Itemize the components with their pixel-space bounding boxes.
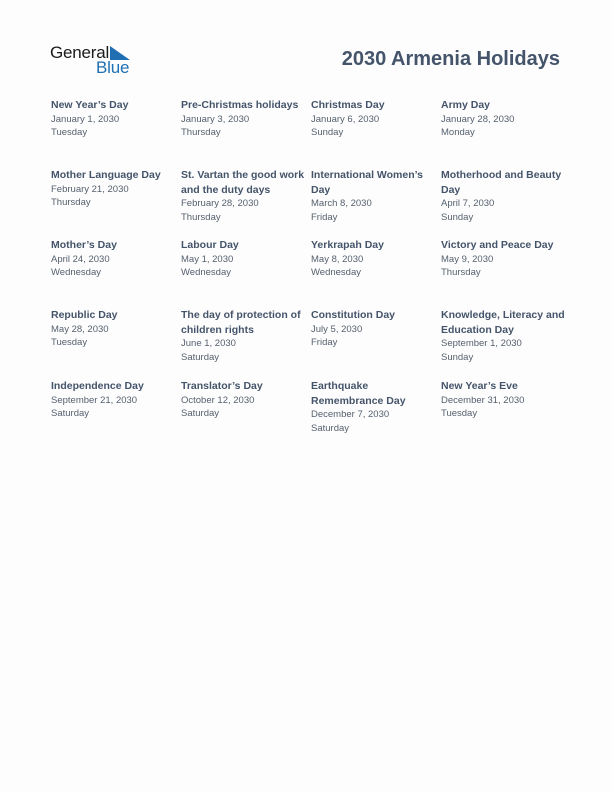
holiday-date: May 28, 2030 [51,323,109,335]
holiday-row [51,98,571,168]
holiday-date: October 12, 2030 [181,394,255,406]
holiday-item [311,379,441,449]
holiday-weekday: Monday [441,127,475,139]
holiday-date: April 7, 2030 [441,198,495,209]
holiday-name: Earthquake Remembrance Day [311,380,406,407]
holiday-date: March 8, 2030 [311,198,372,209]
holiday-date: December 31, 2030 [441,394,525,406]
holiday-name: The day of protection of children rights [181,309,301,336]
holiday-weekday: Saturday [311,422,350,434]
holiday-item [51,98,181,168]
holiday-weekday: Tuesday [51,127,88,139]
holiday-name: Victory and Peace Day [441,239,554,251]
logo-word-general: General [50,43,110,62]
holiday-name: International Women’s Day [311,169,424,196]
holiday-date: July 5, 2030 [311,323,363,335]
holiday-name: Pre-Christmas holidays [181,99,299,111]
holiday-name: Republic Day [51,309,118,321]
holiday-date: September 21, 2030 [51,394,138,406]
holiday-weekday: Saturday [181,408,220,420]
holiday-item [441,238,571,308]
holiday-name: St. Vartan the good work and the duty days [181,169,305,196]
holiday-grid [51,98,571,449]
holiday-name: Yerkrapah Day [311,239,384,251]
holiday-weekday: Sunday [441,211,474,223]
holiday-item [181,379,311,449]
holiday-item [441,379,571,449]
holiday-date: January 28, 2030 [441,113,515,125]
holiday-date: June 1, 2030 [181,338,236,349]
holiday-weekday: Friday [311,337,338,349]
holiday-weekday: Sunday [441,351,474,363]
holiday-weekday: Wednesday [311,267,361,279]
holiday-item [441,98,571,168]
holiday-name: Mother’s Day [51,239,117,251]
holiday-item [311,98,441,168]
holiday-date: April 24, 2030 [51,253,110,265]
holiday-item [311,168,441,238]
holiday-item [311,238,441,308]
holiday-weekday: Thursday [181,211,221,223]
holiday-row [51,379,571,449]
holiday-item [441,168,571,238]
holiday-date: September 1, 2030 [441,338,522,349]
holiday-item [51,308,181,379]
holiday-name: Translator’s Day [181,380,263,392]
holiday-weekday: Thursday [181,127,221,139]
holiday-date: January 6, 2030 [311,113,380,125]
holiday-weekday: Saturday [181,351,220,363]
holiday-row [51,308,571,379]
holiday-weekday: Sunday [311,127,344,139]
holiday-name: Independence Day [51,380,144,392]
logo-word-blue: Blue [96,58,130,77]
holiday-date: May 1, 2030 [181,253,234,265]
holiday-weekday: Thursday [441,267,481,279]
page-title: 2030 Armenia Holidays [341,48,560,70]
holiday-weekday: Thursday [51,197,91,209]
holiday-item [181,238,311,308]
holiday-name: Knowledge, Literacy and Education Day [441,309,565,336]
holiday-date: May 9, 2030 [441,253,494,265]
holiday-item [181,168,311,238]
holiday-date: December 7, 2030 [311,409,390,420]
holiday-item [181,308,311,379]
holiday-name: Motherhood and Beauty Day [441,169,562,196]
holiday-item [51,168,181,238]
holiday-date: February 28, 2030 [181,198,259,209]
holiday-weekday: Tuesday [441,408,478,420]
holiday-name: Christmas Day [311,99,385,111]
holiday-row [51,238,571,308]
holiday-name: Mother Language Day [51,169,161,181]
holiday-item [51,238,181,308]
holiday-weekday: Tuesday [51,337,88,349]
holiday-item [441,308,571,379]
holiday-date: February 21, 2030 [51,183,129,195]
holiday-date: May 8, 2030 [311,253,364,265]
holiday-name: Constitution Day [311,309,395,321]
holiday-item [51,379,181,449]
holiday-item [181,98,311,168]
holiday-weekday: Wednesday [51,267,101,279]
holiday-item [311,308,441,379]
holiday-date: January 3, 2030 [181,113,250,125]
holiday-date: January 1, 2030 [51,113,120,125]
generalblue-logo [50,43,140,77]
holiday-weekday: Wednesday [181,267,231,279]
holiday-name: Labour Day [181,239,239,251]
holiday-weekday: Saturday [51,408,90,420]
holiday-weekday: Friday [311,211,338,223]
holiday-name: New Year’s Day [51,99,129,111]
holiday-name: Army Day [441,99,491,111]
holiday-row [51,168,571,238]
holiday-name: New Year’s Eve [441,380,518,392]
